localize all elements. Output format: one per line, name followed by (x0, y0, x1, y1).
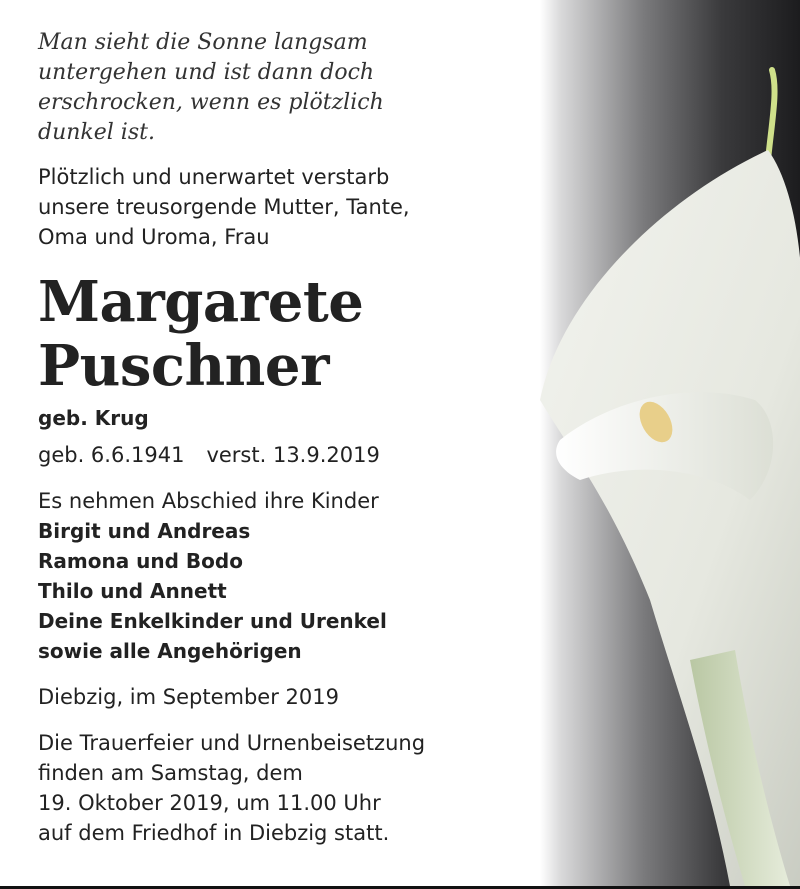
birth-date: geb. 6.6.1941 (38, 443, 185, 467)
last-name: Puschner (38, 333, 330, 399)
mourner: sowie alle Angehörigen (38, 639, 302, 663)
place-date: Diebzig, im September 2019 (38, 685, 339, 709)
poem (38, 28, 508, 148)
poem-line: erschrocken, wenn es plötzlich (38, 90, 384, 115)
farewell-intro: Es nehmen Abschied ihre Kinder (38, 489, 379, 513)
mourner: Deine Enkelkinder und Urenkel (38, 609, 387, 633)
farewell-section (38, 486, 508, 666)
service-line: finden am Samstag, dem (38, 761, 303, 785)
service-info (38, 728, 508, 848)
service-line: auf dem Friedhof in Diebzig statt. (38, 821, 390, 845)
life-dates (38, 440, 508, 470)
intro-line: Oma und Uroma, Frau (38, 225, 270, 249)
service-line: Die Trauerfeier und Urnenbeisetzung (38, 731, 426, 755)
intro-line: unsere treusorgende Mutter, Tante, (38, 195, 410, 219)
first-name: Margarete (38, 269, 364, 335)
mourner: Thilo und Annett (38, 579, 227, 603)
mourner: Birgit und Andreas (38, 519, 251, 543)
poem-line: dunkel ist. (38, 120, 155, 145)
poem-line: untergehen und ist dann doch (38, 60, 375, 85)
intro-line: Plötzlich und unerwartet verstarb (38, 165, 390, 189)
death-date: verst. 13.9.2019 (206, 443, 380, 467)
poem-line: Man sieht die Sonne langsam (38, 30, 368, 55)
deceased-name (38, 270, 508, 398)
mourners-list (38, 516, 508, 666)
intro-text (38, 162, 508, 252)
mourner: Ramona und Bodo (38, 549, 243, 573)
calla-lily-icon (540, 0, 800, 886)
maiden-name: geb. Krug (38, 406, 149, 430)
notice-text (38, 28, 508, 848)
service-line: 19. Oktober 2019, um 11.00 Uhr (38, 791, 381, 815)
calla-lily-photo (540, 0, 800, 886)
